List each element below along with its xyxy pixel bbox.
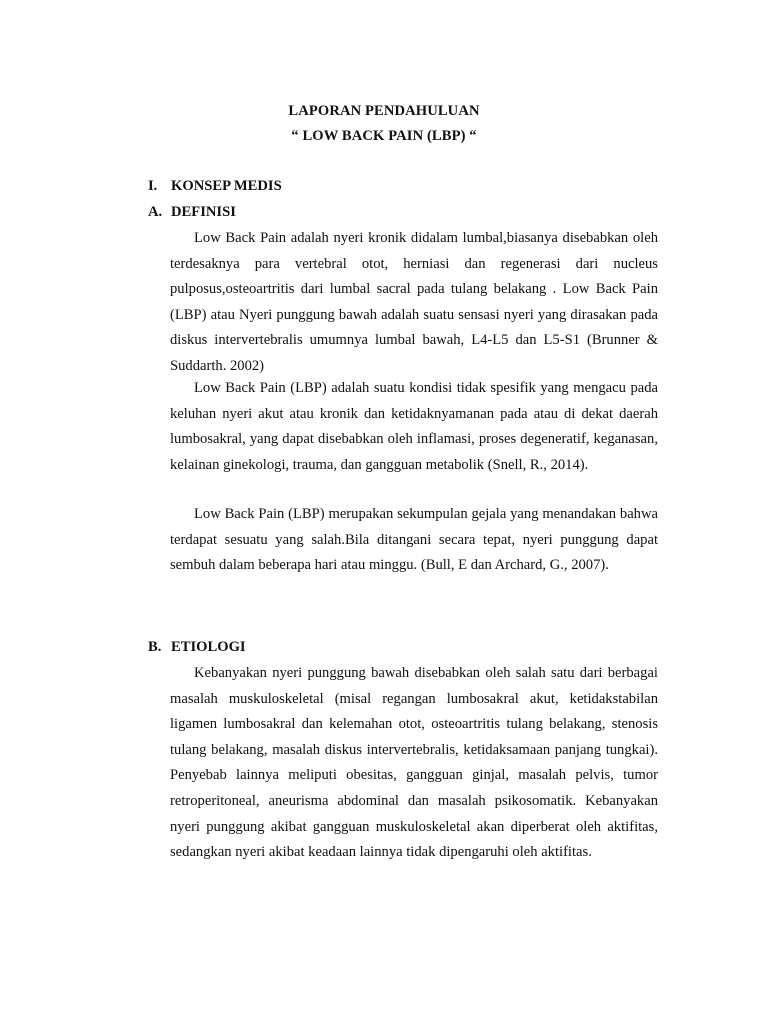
section-number: I. (148, 178, 158, 194)
section-heading-definisi (148, 204, 236, 221)
definisi-paragraph-1: Low Back Pain adalah nyeri kronik didalam lumbal,biasanya disebabkan oleh terdesaknya para vertebral otot, herniasi dan regenerasi dari nucleus pulposus,osteoartritis dari lumbal sacral pada tulang belakang . Low Back Pain (LBP) atau Nyeri punggung bawah adalah suatu sensasi nyeri yang dirasakan pada diskus intervertebralis umumnya lumbal bawah, L4-L5 dan L5-S1 (Brunner & Suddarth. 2002) (170, 230, 658, 374)
section-heading-etiologi (148, 639, 246, 656)
section-label: KONSEP MEDIS (171, 178, 282, 194)
section-number: B. (148, 639, 162, 655)
section-number: A. (148, 204, 163, 220)
definisi-paragraph-3: Low Back Pain (LBP) merupakan sekumpulan gejala yang menandakan bahwa terdapat sesuatu yang salah.Bila ditangani secara tepat, nyeri punggung dapat sembuh dalam beberapa hari atau minggu. (Bull, E dan Archard, G., 2007). (170, 506, 658, 574)
definisi-paragraph-2: Low Back Pain (LBP) adalah suatu kondisi tidak spesifik yang mengacu pada keluhan nyeri akut atau kronik dan ketidaknyamanan pada atau di dekat daerah lumbosakral, yang dapat disebabkan oleh inflamasi, proses degeneratif, keganasan, kelainan ginekologi, trauma, dan gangguan metabolik (Snell, R., 2014). (170, 380, 658, 473)
section-label: ETIOLOGI (171, 639, 246, 655)
document-title: LAPORAN PENDAHULUAN (288, 103, 480, 119)
section-heading-konsep-medis (148, 178, 282, 195)
etiologi-paragraph-1: Kebanyakan nyeri punggung bawah disebabkan oleh salah satu dari berbagai masalah muskuloskeletal (misal regangan lumbosakral akut, ketidakstabilan ligamen lumbosakral dan kelemahan otot, osteoartritis tulang belakang, stenosis tulang belakang, masalah diskus intervertebralis, ketidaksamaan panjang tungkai). Penyebab lainnya meliputi obesitas, gangguan ginjal, masalah pelvis, tumor retroperitoneal, aneurisma abdominal dan masalah psikosomatik. Kebanyakan nyeri punggung akibat gangguan muskuloskeletal akan diperberat oleh aktifitas, sedangkan nyeri akibat keadaan lainnya tidak dipengaruhi oleh aktifitas. (170, 665, 658, 861)
document-subtitle: “ LOW BACK PAIN (LBP) “ (291, 128, 477, 144)
section-label: DEFINISI (171, 204, 236, 220)
